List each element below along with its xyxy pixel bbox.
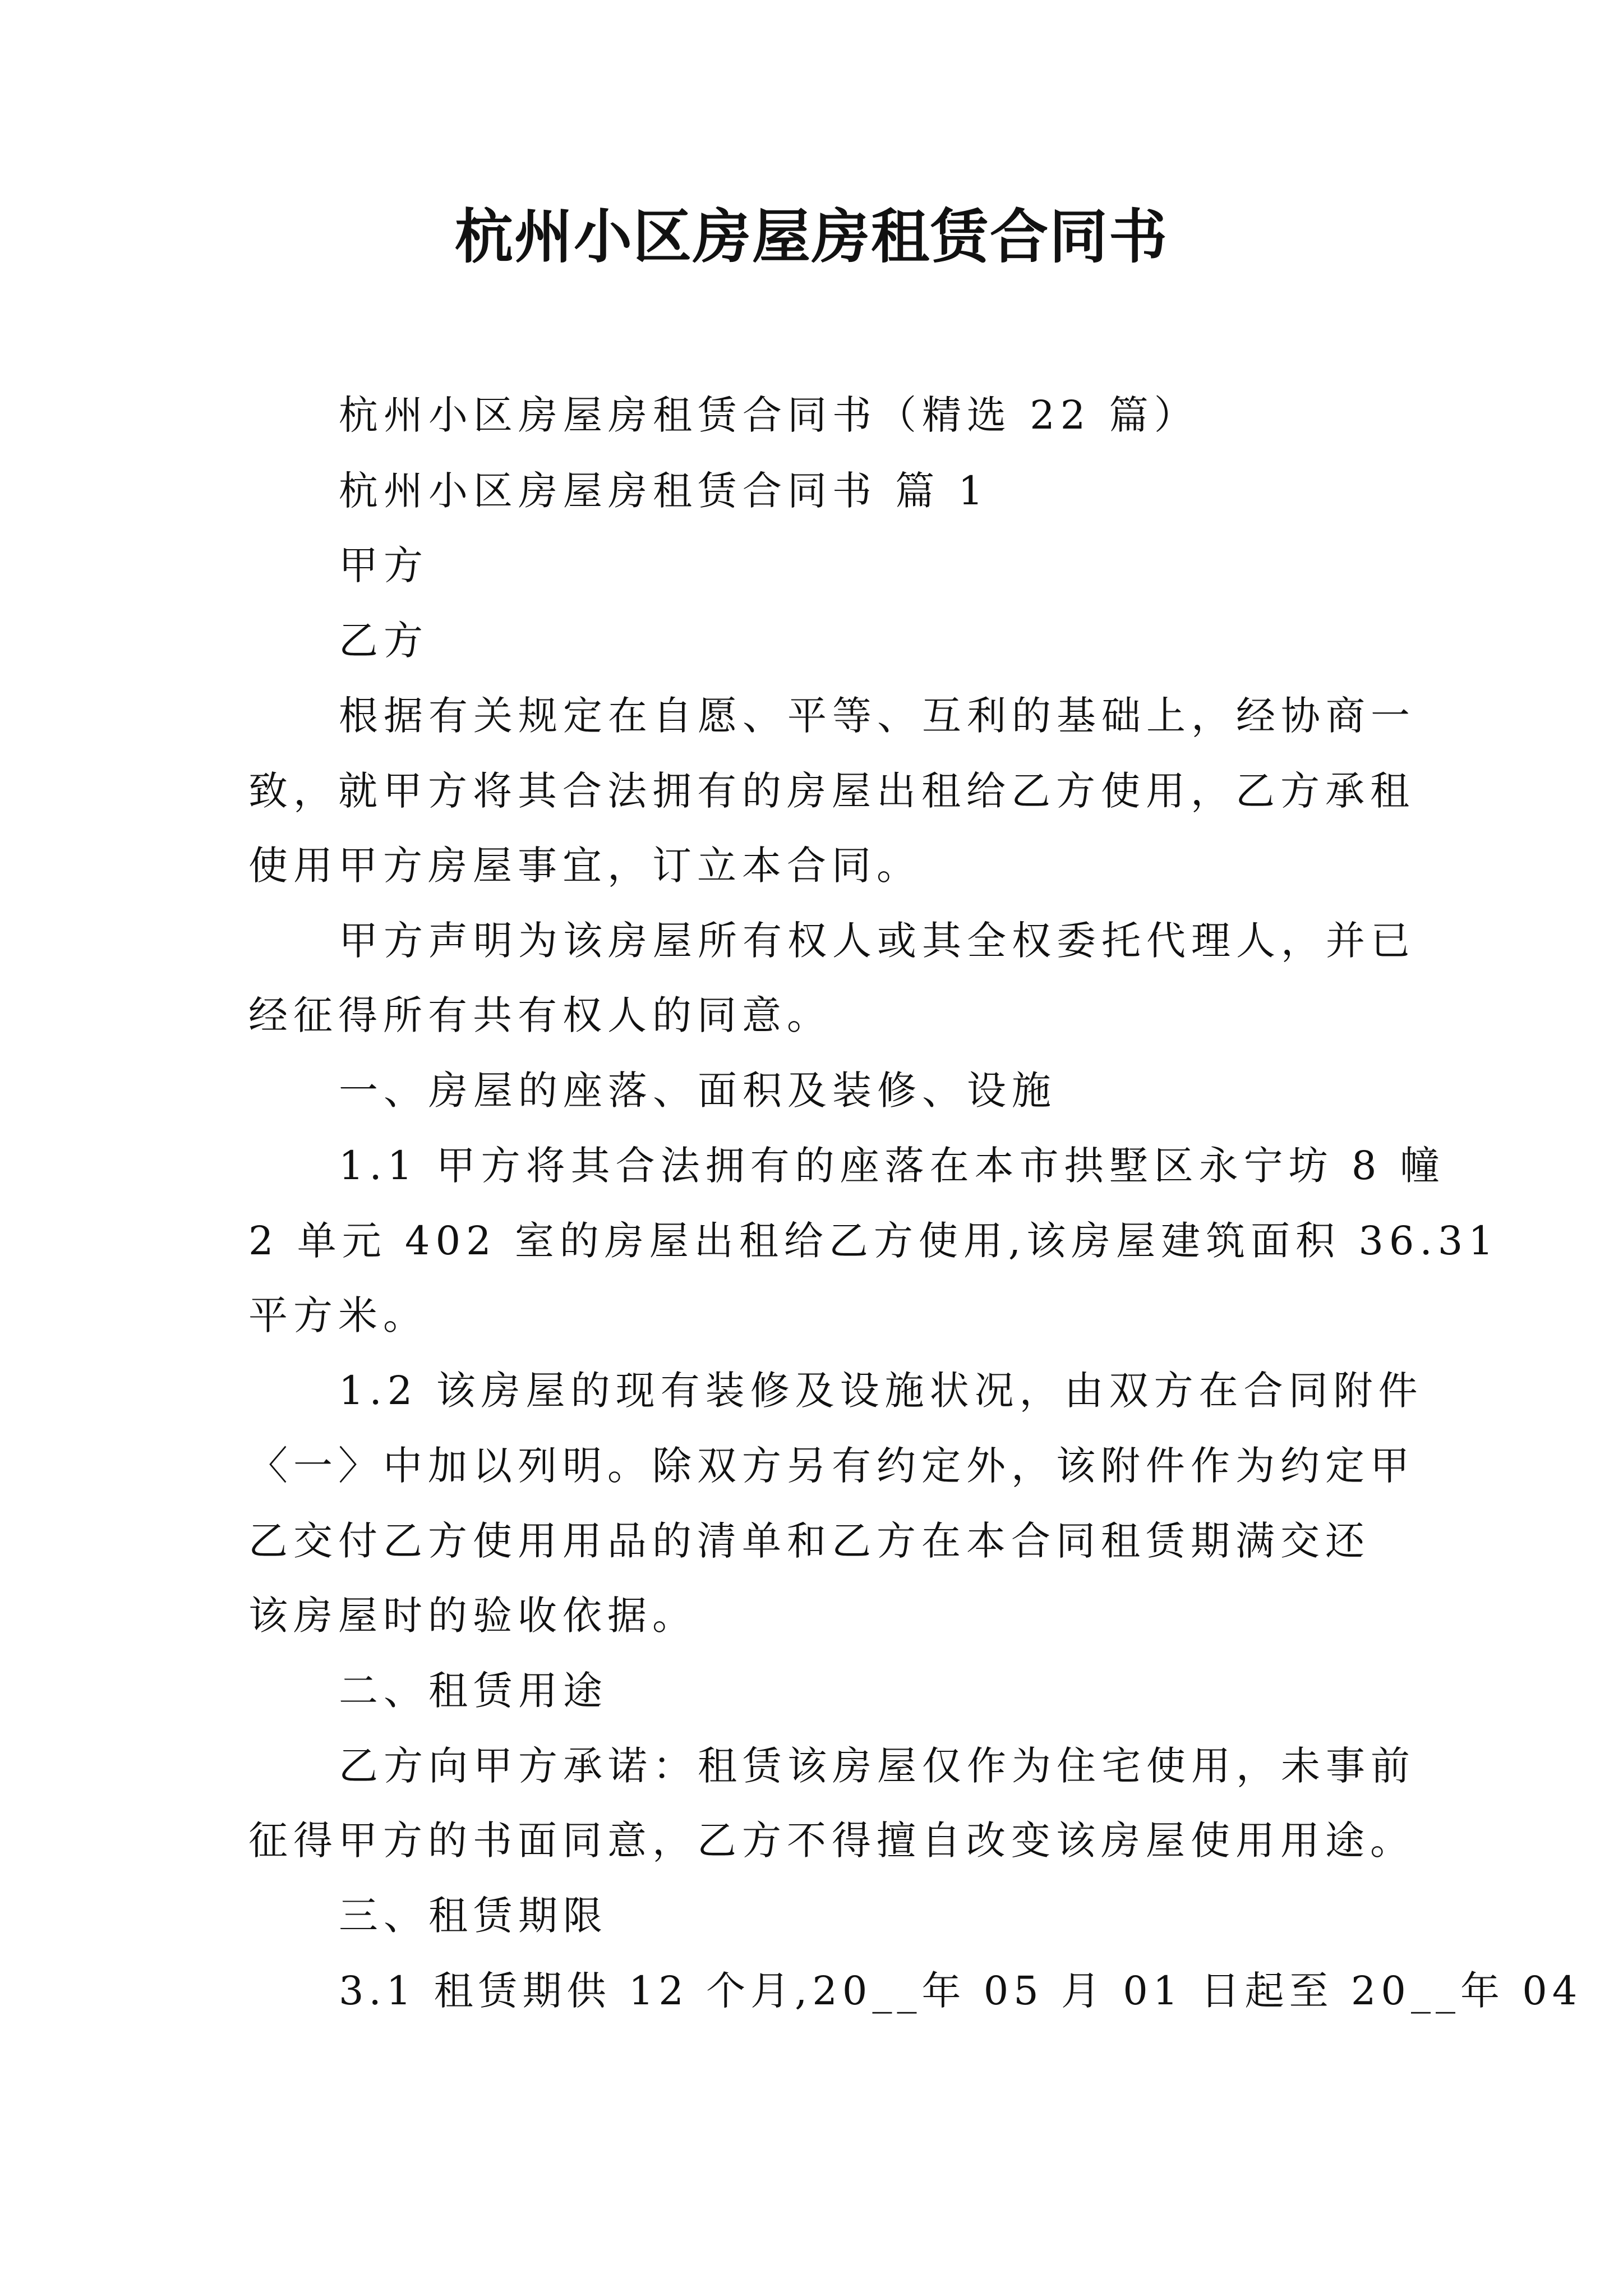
paragraph-line: 致，就甲方将其合法拥有的房屋出租给乙方使用，乙方承租 (248, 768, 1415, 814)
party-a-label: 甲方 (339, 542, 428, 588)
paragraph-line: 乙交付乙方使用用品的清单和乙方在本合同租赁期满交还 (248, 1518, 1370, 1564)
paragraph-line: 平方米。 (248, 1292, 428, 1338)
paragraph-line: 1.1 甲方将其合法拥有的座落在本市拱墅区永宁坊 8 幢 (339, 1143, 1445, 1189)
paragraph-line: 2 单元 402 室的房屋出租给乙方使用,该房屋建筑面积 36.31 (248, 1218, 1499, 1264)
clause-heading: 二、租赁用途 (339, 1668, 608, 1714)
paragraph-line: 3.1 租赁期供 12 个月,20__年 05 月 01 日起至 20__年 04 (339, 1968, 1583, 2014)
paragraph-line: 根据有关规定在自愿、平等、互利的基础上，经协商一 (339, 693, 1415, 739)
document-title: 杭州小区房屋房租赁合同书 (454, 202, 1168, 271)
paragraph-line: 该房屋时的验收依据。 (248, 1593, 697, 1639)
clause-heading: 一、房屋的座落、面积及装修、设施 (339, 1068, 1057, 1114)
paragraph-line: 乙方向甲方承诺：租赁该房屋仅作为住宅使用，未事前 (339, 1743, 1415, 1789)
paragraph-line: 〈一〉中加以列明。除双方另有约定外，该附件作为约定甲 (248, 1443, 1415, 1489)
paragraph-line: 使用甲方房屋事宜，订立本合同。 (248, 843, 921, 889)
paragraph-line: 1.2 该房屋的现有装修及设施状况，由双方在合同附件 (339, 1368, 1423, 1414)
paragraph-line: 征得甲方的书面同意，乙方不得擅自改变该房屋使用用途。 (248, 1818, 1415, 1864)
paragraph-line: 经征得所有共有权人的同意。 (248, 992, 832, 1038)
clause-heading: 三、租赁期限 (339, 1893, 608, 1939)
subtitle-line: 杭州小区房屋房租赁合同书（精选 22 篇） (339, 392, 1199, 438)
party-b-label: 乙方 (339, 618, 428, 664)
paragraph-line: 甲方声明为该房屋所有权人或其全权委托代理人，并已 (339, 918, 1415, 964)
section-heading: 杭州小区房屋房租赁合同书 篇 1 (339, 468, 989, 514)
